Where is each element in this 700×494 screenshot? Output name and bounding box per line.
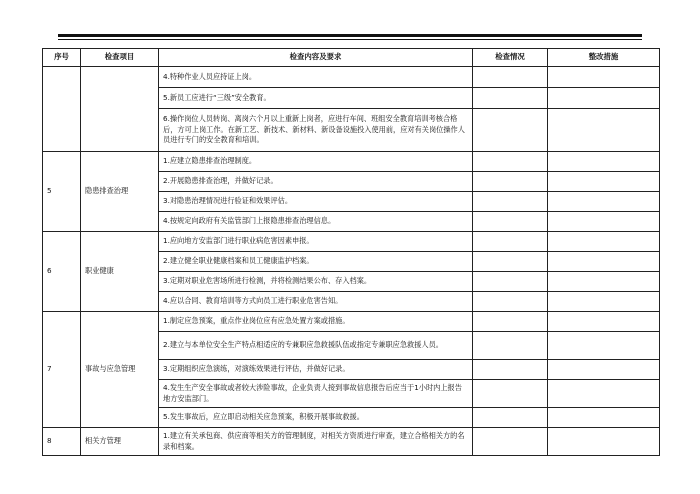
- section-num: 7: [43, 312, 81, 428]
- header-seq: 序号: [43, 49, 81, 67]
- fix-cell[interactable]: [548, 172, 660, 192]
- header-rule-thick: [58, 34, 642, 37]
- header-status: 检查情况: [473, 49, 548, 67]
- status-cell[interactable]: [473, 232, 548, 252]
- requirement-text: 1.制定应急预案，重点作业岗位应有应急处置方案或措施。: [159, 312, 473, 332]
- requirement-text: 5.新员工应进行“三级”安全教育。: [159, 88, 473, 109]
- requirement-text: 6.操作岗位人员转岗、离岗六个月以上重新上岗者，应进行车间、班组安全教育培训考核合格后，方可上岗工作。在新工艺、新技术、新材料、新设备设施投入使用前，应对有关岗位操作人员进行专门的安全教育和培训。: [159, 109, 473, 152]
- fix-cell[interactable]: [548, 88, 660, 109]
- requirement-text: 2.建立健全职业健康档案和员工健康监护档案。: [159, 252, 473, 272]
- requirement-text: 4.应以合同、教育培训等方式向员工进行职业危害告知。: [159, 292, 473, 312]
- section-num: 8: [43, 428, 81, 456]
- requirement-text: 1.应向地方安监部门进行职业病危害因素申报。: [159, 232, 473, 252]
- status-cell[interactable]: [473, 292, 548, 312]
- status-cell[interactable]: [473, 109, 548, 152]
- section-num: [43, 67, 81, 152]
- status-cell[interactable]: [473, 152, 548, 172]
- fix-cell[interactable]: [548, 380, 660, 408]
- status-cell[interactable]: [473, 192, 548, 212]
- fix-cell[interactable]: [548, 312, 660, 332]
- section-num: 5: [43, 152, 81, 232]
- requirement-text: 2.开展隐患排查治理，并做好记录。: [159, 172, 473, 192]
- table-row: [43, 232, 660, 252]
- header-fix: 整改措施: [548, 49, 660, 67]
- table-row: [43, 312, 660, 332]
- status-cell[interactable]: [473, 408, 548, 428]
- fix-cell[interactable]: [548, 232, 660, 252]
- status-cell[interactable]: [473, 272, 548, 292]
- table-row: [43, 428, 660, 456]
- requirement-text: 4.特种作业人员应持证上岗。: [159, 67, 473, 88]
- fix-cell[interactable]: [548, 252, 660, 272]
- fix-cell[interactable]: [548, 428, 660, 456]
- requirement-text: 4.发生生产安全事故或者较大涉险事故，企业负责人接到事故信息报告后应当于1小时内上报告地方安监部门。: [159, 380, 473, 408]
- fix-cell[interactable]: [548, 272, 660, 292]
- table-row: [43, 67, 660, 88]
- section-category: 职业健康: [81, 232, 159, 312]
- header-rule-thin: [58, 39, 642, 40]
- requirement-text: 3.定期对职业危害场所进行检测，并将检测结果公布、存入档案。: [159, 272, 473, 292]
- fix-cell[interactable]: [548, 360, 660, 380]
- requirement-text: 1.应建立隐患排查治理制度。: [159, 152, 473, 172]
- fix-cell[interactable]: [548, 109, 660, 152]
- fix-cell[interactable]: [548, 212, 660, 232]
- status-cell[interactable]: [473, 312, 548, 332]
- status-cell[interactable]: [473, 360, 548, 380]
- requirement-text: 3.定期组织应急演练，对演练效果进行评估，并做好记录。: [159, 360, 473, 380]
- status-cell[interactable]: [473, 332, 548, 360]
- section-category: 隐患排查治理: [81, 152, 159, 232]
- status-cell[interactable]: [473, 67, 548, 88]
- fix-cell[interactable]: [548, 152, 660, 172]
- requirement-text: 1.建立有关承包商、供应商等相关方的管理制度，对相关方资质进行审查，建立合格相关方的名录和档案。: [159, 428, 473, 456]
- status-cell[interactable]: [473, 172, 548, 192]
- requirement-text: 4.按规定向政府有关监管部门上报隐患排查治理信息。: [159, 212, 473, 232]
- table-header-row: [43, 49, 660, 67]
- section-num: 6: [43, 232, 81, 312]
- table-row: [43, 152, 660, 172]
- requirement-text: 3.对隐患治理情况进行验证和效果评估。: [159, 192, 473, 212]
- status-cell[interactable]: [473, 88, 548, 109]
- fix-cell[interactable]: [548, 67, 660, 88]
- section-category: 事故与应急管理: [81, 312, 159, 428]
- inspection-table: [42, 48, 660, 456]
- header-content: 检查内容及要求: [159, 49, 473, 67]
- requirement-text: 2.建立与本单位安全生产特点相适应的专兼职应急救援队伍或指定专兼职应急救援人员。: [159, 332, 473, 360]
- fix-cell[interactable]: [548, 292, 660, 312]
- header-item: 检查项目: [81, 49, 159, 67]
- requirement-text: 5.发生事故后，应立即启动相关应急预案，积极开展事故救援。: [159, 408, 473, 428]
- fix-cell[interactable]: [548, 408, 660, 428]
- section-category: 相关方管理: [81, 428, 159, 456]
- section-category: [81, 67, 159, 152]
- fix-cell[interactable]: [548, 332, 660, 360]
- status-cell[interactable]: [473, 380, 548, 408]
- status-cell[interactable]: [473, 428, 548, 456]
- fix-cell[interactable]: [548, 192, 660, 212]
- status-cell[interactable]: [473, 252, 548, 272]
- status-cell[interactable]: [473, 212, 548, 232]
